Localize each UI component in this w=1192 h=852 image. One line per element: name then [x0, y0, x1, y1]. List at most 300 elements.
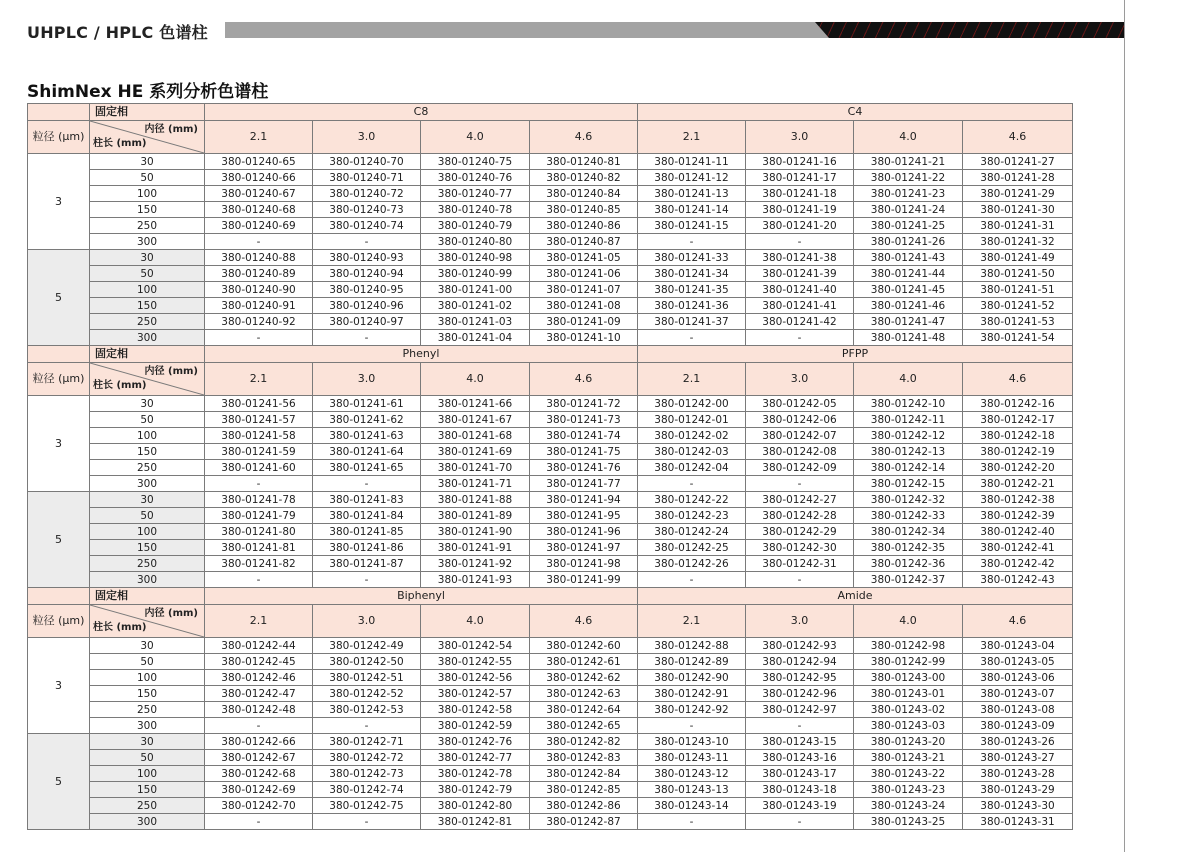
- part-number-cell: 380-01241-89: [421, 508, 530, 524]
- part-number-cell: 380-01242-16: [963, 396, 1073, 412]
- part-number-cell: 380-01241-34: [638, 266, 746, 282]
- part-number-cell: 380-01242-01: [638, 412, 746, 428]
- part-number-cell: 380-01242-73: [313, 766, 421, 782]
- diameter-header: 4.6: [963, 363, 1073, 396]
- part-number-cell: -: [746, 572, 854, 588]
- part-number-cell: 380-01241-71: [421, 476, 530, 492]
- part-number-cell: -: [205, 572, 313, 588]
- part-number-cell: 380-01240-72: [313, 186, 421, 202]
- table-row: [28, 234, 1073, 250]
- part-number-cell: 380-01243-14: [638, 798, 746, 814]
- column-length-cell: 300: [90, 476, 205, 492]
- diameter-header: 4.0: [854, 363, 963, 396]
- diameter-header-row: [28, 363, 1073, 396]
- part-number-cell: 380-01240-97: [313, 314, 421, 330]
- part-number-cell: 380-01241-11: [638, 154, 746, 170]
- phase-name: Biphenyl: [205, 588, 638, 605]
- diameter-header: 3.0: [746, 363, 854, 396]
- part-number-cell: 380-01242-04: [638, 460, 746, 476]
- diameter-header: 2.1: [205, 121, 313, 154]
- part-number-cell: 380-01242-96: [746, 686, 854, 702]
- part-number-cell: 380-01242-36: [854, 556, 963, 572]
- particle-size-cell: 5: [28, 734, 90, 830]
- part-number-cell: 380-01243-23: [854, 782, 963, 798]
- part-number-cell: 380-01242-21: [963, 476, 1073, 492]
- part-number-cell: 380-01242-05: [746, 396, 854, 412]
- part-number-cell: 380-01242-70: [205, 798, 313, 814]
- part-number-cell: 380-01241-58: [205, 428, 313, 444]
- part-number-cell: 380-01243-25: [854, 814, 963, 830]
- part-number-cell: 380-01241-26: [854, 234, 963, 250]
- stationary-phase-label: 固定相: [90, 104, 205, 121]
- part-number-cell: 380-01243-12: [638, 766, 746, 782]
- part-number-cell: 380-01242-25: [638, 540, 746, 556]
- part-number-cell: 380-01241-48: [854, 330, 963, 346]
- part-number-cell: 380-01241-91: [421, 540, 530, 556]
- table-row: [28, 556, 1073, 572]
- part-number-cell: 380-01241-43: [854, 250, 963, 266]
- part-number-cell: 380-01242-35: [854, 540, 963, 556]
- table-row: [28, 396, 1073, 412]
- part-number-cell: 380-01242-67: [205, 750, 313, 766]
- part-number-cell: 380-01242-28: [746, 508, 854, 524]
- part-number-cell: 380-01241-30: [963, 202, 1073, 218]
- part-number-cell: 380-01241-73: [530, 412, 638, 428]
- part-number-cell: 380-01242-17: [963, 412, 1073, 428]
- part-number-cell: 380-01243-10: [638, 734, 746, 750]
- part-number-cell: 380-01241-53: [963, 314, 1073, 330]
- part-number-cell: 380-01243-01: [854, 686, 963, 702]
- part-number-cell: 380-01241-60: [205, 460, 313, 476]
- part-number-cell: 380-01241-08: [530, 298, 638, 314]
- table-row: [28, 266, 1073, 282]
- part-number-cell: 380-01242-12: [854, 428, 963, 444]
- part-number-cell: -: [205, 718, 313, 734]
- column-length-cell: 30: [90, 154, 205, 170]
- part-number-cell: 380-01242-20: [963, 460, 1073, 476]
- part-number-cell: 380-01242-86: [530, 798, 638, 814]
- part-number-cell: 380-01242-52: [313, 686, 421, 702]
- part-number-cell: 380-01242-62: [530, 670, 638, 686]
- page-header: [27, 18, 1124, 42]
- part-number-cell: 380-01240-99: [421, 266, 530, 282]
- part-number-cell: 380-01243-02: [854, 702, 963, 718]
- part-number-cell: 380-01240-66: [205, 170, 313, 186]
- part-number-cell: 380-01243-18: [746, 782, 854, 798]
- table-row: [28, 298, 1073, 314]
- column-length-cell: 300: [90, 718, 205, 734]
- part-number-cell: 380-01241-37: [638, 314, 746, 330]
- part-number-cell: 380-01240-81: [530, 154, 638, 170]
- part-number-cell: 380-01241-94: [530, 492, 638, 508]
- part-number-cell: 380-01241-23: [854, 186, 963, 202]
- phase-header-row: [28, 588, 1073, 605]
- column-length-cell: 100: [90, 524, 205, 540]
- part-number-cell: 380-01243-31: [963, 814, 1073, 830]
- table-row: [28, 314, 1073, 330]
- part-number-cell: -: [313, 234, 421, 250]
- column-length-cell: 100: [90, 282, 205, 298]
- part-number-cell: 380-01241-07: [530, 282, 638, 298]
- part-number-cell: 380-01242-41: [963, 540, 1073, 556]
- part-number-cell: 380-01242-00: [638, 396, 746, 412]
- part-number-cell: 380-01242-84: [530, 766, 638, 782]
- part-number-cell: 380-01241-36: [638, 298, 746, 314]
- part-number-cell: 380-01242-51: [313, 670, 421, 686]
- diameter-header: 4.6: [963, 605, 1073, 638]
- particle-size-cell: 5: [28, 492, 90, 588]
- diameter-header: 4.0: [854, 605, 963, 638]
- part-number-cell: 380-01241-24: [854, 202, 963, 218]
- part-number-cell: 380-01242-32: [854, 492, 963, 508]
- part-number-cell: 380-01241-69: [421, 444, 530, 460]
- part-number-cell: -: [638, 814, 746, 830]
- column-length-label: 柱长 (mm): [93, 622, 147, 633]
- part-number-cell: 380-01241-77: [530, 476, 638, 492]
- part-number-cell: 380-01240-80: [421, 234, 530, 250]
- table-row: [28, 638, 1073, 654]
- part-number-cell: 380-01243-20: [854, 734, 963, 750]
- column-length-label: 柱长 (mm): [93, 380, 147, 391]
- diameter-header: 2.1: [205, 605, 313, 638]
- phase-name: C4: [638, 104, 1073, 121]
- table-row: [28, 814, 1073, 830]
- page-right-rule: [1124, 0, 1125, 852]
- part-number-cell: 380-01241-84: [313, 508, 421, 524]
- part-number-cell: 380-01242-29: [746, 524, 854, 540]
- table-row: [28, 782, 1073, 798]
- diagonal-header-cell: [90, 121, 205, 154]
- part-number-cell: -: [746, 718, 854, 734]
- part-number-cell: 380-01243-21: [854, 750, 963, 766]
- part-number-cell: 380-01242-68: [205, 766, 313, 782]
- diameter-header: 3.0: [313, 363, 421, 396]
- diameter-header: 4.0: [421, 121, 530, 154]
- part-number-cell: 380-01241-17: [746, 170, 854, 186]
- part-number-cell: 380-01241-79: [205, 508, 313, 524]
- column-length-cell: 50: [90, 170, 205, 186]
- part-number-cell: -: [638, 476, 746, 492]
- phase-header-row: [28, 104, 1073, 121]
- part-number-cell: 380-01242-37: [854, 572, 963, 588]
- diameter-header: 3.0: [746, 605, 854, 638]
- part-number-cell: 380-01243-00: [854, 670, 963, 686]
- table-row: [28, 798, 1073, 814]
- part-number-cell: 380-01242-13: [854, 444, 963, 460]
- part-number-cell: 380-01242-76: [421, 734, 530, 750]
- part-number-cell: 380-01241-06: [530, 266, 638, 282]
- part-number-cell: 380-01242-11: [854, 412, 963, 428]
- part-number-cell: 380-01243-06: [963, 670, 1073, 686]
- part-number-cell: 380-01243-27: [963, 750, 1073, 766]
- part-number-cell: 380-01241-70: [421, 460, 530, 476]
- part-number-cell: 380-01242-83: [530, 750, 638, 766]
- column-length-cell: 250: [90, 314, 205, 330]
- part-number-cell: 380-01240-68: [205, 202, 313, 218]
- table-row: [28, 282, 1073, 298]
- part-number-cell: 380-01242-31: [746, 556, 854, 572]
- part-number-cell: -: [746, 234, 854, 250]
- stationary-phase-label: 固定相: [90, 588, 205, 605]
- part-number-cell: 380-01240-85: [530, 202, 638, 218]
- part-number-cell: 380-01241-65: [313, 460, 421, 476]
- part-number-cell: 380-01241-86: [313, 540, 421, 556]
- part-number-cell: 380-01241-51: [963, 282, 1073, 298]
- part-number-cell: 380-01243-24: [854, 798, 963, 814]
- table-row: [28, 670, 1073, 686]
- part-number-cell: 380-01242-65: [530, 718, 638, 734]
- part-number-cell: 380-01242-61: [530, 654, 638, 670]
- part-number-cell: 380-01242-75: [313, 798, 421, 814]
- part-number-cell: 380-01242-15: [854, 476, 963, 492]
- phase-name: C8: [205, 104, 638, 121]
- part-number-cell: 380-01242-18: [963, 428, 1073, 444]
- part-number-cell: 380-01241-59: [205, 444, 313, 460]
- part-number-cell: 380-01242-69: [205, 782, 313, 798]
- part-number-cell: 380-01241-28: [963, 170, 1073, 186]
- part-number-cell: 380-01241-14: [638, 202, 746, 218]
- table-row: [28, 154, 1073, 170]
- column-length-cell: 250: [90, 556, 205, 572]
- table-row: [28, 250, 1073, 266]
- part-number-cell: 380-01240-89: [205, 266, 313, 282]
- part-number-cell: 380-01240-74: [313, 218, 421, 234]
- table-row: [28, 330, 1073, 346]
- part-number-cell: 380-01242-89: [638, 654, 746, 670]
- part-number-cell: 380-01243-19: [746, 798, 854, 814]
- diameter-header: 2.1: [205, 363, 313, 396]
- part-number-cell: 380-01242-03: [638, 444, 746, 460]
- part-number-cell: 380-01241-99: [530, 572, 638, 588]
- part-number-cell: 380-01242-74: [313, 782, 421, 798]
- part-number-cell: 380-01242-49: [313, 638, 421, 654]
- part-number-cell: 380-01243-17: [746, 766, 854, 782]
- part-number-cell: 380-01240-77: [421, 186, 530, 202]
- part-number-cell: 380-01241-44: [854, 266, 963, 282]
- column-length-cell: 100: [90, 670, 205, 686]
- part-number-cell: 380-01241-68: [421, 428, 530, 444]
- part-number-cell: 380-01241-96: [530, 524, 638, 540]
- diameter-header: 4.6: [963, 121, 1073, 154]
- column-length-cell: 30: [90, 492, 205, 508]
- column-length-cell: 50: [90, 654, 205, 670]
- part-number-cell: 380-01241-98: [530, 556, 638, 572]
- part-number-cell: 380-01242-46: [205, 670, 313, 686]
- part-number-cell: 380-01242-54: [421, 638, 530, 654]
- part-number-cell: 380-01240-91: [205, 298, 313, 314]
- part-number-cell: 380-01242-77: [421, 750, 530, 766]
- part-number-cell: 380-01242-33: [854, 508, 963, 524]
- column-length-cell: 300: [90, 234, 205, 250]
- diameter-header-row: [28, 605, 1073, 638]
- part-number-cell: -: [638, 572, 746, 588]
- part-number-cell: 380-01241-92: [421, 556, 530, 572]
- part-number-cell: 380-01242-40: [963, 524, 1073, 540]
- table-row: [28, 444, 1073, 460]
- part-number-cell: 380-01243-30: [963, 798, 1073, 814]
- part-number-cell: 380-01242-08: [746, 444, 854, 460]
- column-length-cell: 150: [90, 782, 205, 798]
- part-number-cell: 380-01242-53: [313, 702, 421, 718]
- part-number-cell: -: [313, 814, 421, 830]
- part-number-cell: 380-01243-09: [963, 718, 1073, 734]
- inner-diameter-label: 内径 (mm): [144, 608, 198, 619]
- part-number-cell: 380-01241-04: [421, 330, 530, 346]
- diameter-header: 4.0: [854, 121, 963, 154]
- part-number-cell: -: [205, 234, 313, 250]
- part-number-cell: 380-01242-98: [854, 638, 963, 654]
- column-length-cell: 150: [90, 444, 205, 460]
- part-number-cell: 380-01241-38: [746, 250, 854, 266]
- part-number-cell: 380-01243-16: [746, 750, 854, 766]
- part-number-cell: 380-01242-92: [638, 702, 746, 718]
- part-number-cell: 380-01242-60: [530, 638, 638, 654]
- part-number-cell: 380-01242-45: [205, 654, 313, 670]
- table-row: [28, 460, 1073, 476]
- table-row: [28, 428, 1073, 444]
- part-number-cell: -: [205, 330, 313, 346]
- particle-size-label: 粒径 (μm): [28, 605, 90, 638]
- part-number-cell: 380-01241-39: [746, 266, 854, 282]
- diagonal-header-cell: [90, 605, 205, 638]
- particle-size-label: 粒径 (μm): [28, 121, 90, 154]
- part-number-cell: 380-01241-32: [963, 234, 1073, 250]
- header-title: UHPLC / HPLC 色谱柱: [27, 23, 208, 42]
- part-number-cell: 380-01241-74: [530, 428, 638, 444]
- column-length-cell: 50: [90, 750, 205, 766]
- diameter-header: 4.0: [421, 363, 530, 396]
- part-number-cell: 380-01240-90: [205, 282, 313, 298]
- part-number-cell: 380-01243-03: [854, 718, 963, 734]
- part-number-cell: 380-01241-46: [854, 298, 963, 314]
- column-length-cell: 30: [90, 734, 205, 750]
- part-number-cell: 380-01241-10: [530, 330, 638, 346]
- part-number-cell: 380-01242-07: [746, 428, 854, 444]
- part-number-cell: 380-01241-41: [746, 298, 854, 314]
- column-length-cell: 100: [90, 186, 205, 202]
- part-number-cell: -: [746, 814, 854, 830]
- diameter-header: 4.6: [530, 363, 638, 396]
- part-number-cell: -: [746, 476, 854, 492]
- part-number-cell: 380-01243-04: [963, 638, 1073, 654]
- part-number-cell: 380-01242-85: [530, 782, 638, 798]
- part-number-cell: 380-01243-11: [638, 750, 746, 766]
- table-row: [28, 170, 1073, 186]
- part-number-cell: 380-01242-80: [421, 798, 530, 814]
- part-number-cell: 380-01243-13: [638, 782, 746, 798]
- part-number-cell: 380-01241-78: [205, 492, 313, 508]
- column-length-cell: 100: [90, 766, 205, 782]
- part-number-cell: -: [313, 572, 421, 588]
- part-number-cell: 380-01242-55: [421, 654, 530, 670]
- part-number-cell: 380-01241-00: [421, 282, 530, 298]
- diameter-header: 3.0: [746, 121, 854, 154]
- part-number-cell: 380-01242-81: [421, 814, 530, 830]
- diameter-header: 3.0: [313, 605, 421, 638]
- part-number-cell: -: [313, 476, 421, 492]
- part-number-cell: 380-01240-79: [421, 218, 530, 234]
- part-number-cell: 380-01243-15: [746, 734, 854, 750]
- part-number-cell: 380-01242-56: [421, 670, 530, 686]
- part-number-cell: 380-01240-94: [313, 266, 421, 282]
- diameter-header: 2.1: [638, 605, 746, 638]
- part-number-cell: 380-01241-66: [421, 396, 530, 412]
- particle-size-cell: 5: [28, 250, 90, 346]
- part-number-cell: 380-01242-27: [746, 492, 854, 508]
- diameter-header: 4.6: [530, 605, 638, 638]
- part-number-cell: 380-01242-79: [421, 782, 530, 798]
- table-row: [28, 476, 1073, 492]
- part-number-cell: 380-01241-03: [421, 314, 530, 330]
- part-number-cell: 380-01241-20: [746, 218, 854, 234]
- part-number-cell: 380-01240-67: [205, 186, 313, 202]
- diameter-header: 2.1: [638, 121, 746, 154]
- phase-name: Phenyl: [205, 346, 638, 363]
- part-number-cell: 380-01242-50: [313, 654, 421, 670]
- part-number-cell: 380-01242-66: [205, 734, 313, 750]
- part-number-cell: -: [638, 718, 746, 734]
- part-number-cell: 380-01241-62: [313, 412, 421, 428]
- part-number-cell: 380-01241-63: [313, 428, 421, 444]
- part-number-cell: 380-01242-38: [963, 492, 1073, 508]
- part-number-cell: 380-01241-12: [638, 170, 746, 186]
- column-length-cell: 50: [90, 412, 205, 428]
- header-striped-band: [815, 22, 1124, 38]
- table-row: [28, 654, 1073, 670]
- part-number-cell: 380-01241-15: [638, 218, 746, 234]
- table-row: [28, 572, 1073, 588]
- table-row: [28, 508, 1073, 524]
- part-number-cell: 380-01240-86: [530, 218, 638, 234]
- column-length-cell: 300: [90, 814, 205, 830]
- part-number-cell: 380-01241-80: [205, 524, 313, 540]
- part-number-cell: 380-01242-22: [638, 492, 746, 508]
- part-number-cell: 380-01241-72: [530, 396, 638, 412]
- part-number-cell: 380-01243-08: [963, 702, 1073, 718]
- table-row: [28, 686, 1073, 702]
- part-number-cell: 380-01241-09: [530, 314, 638, 330]
- particle-size-cell: 3: [28, 396, 90, 492]
- particle-size-label: 粒径 (μm): [28, 363, 90, 396]
- part-number-cell: 380-01241-21: [854, 154, 963, 170]
- part-number-cell: 380-01241-57: [205, 412, 313, 428]
- column-length-cell: 150: [90, 686, 205, 702]
- column-length-cell: 250: [90, 702, 205, 718]
- column-spec-table: [27, 103, 1073, 830]
- part-number-cell: 380-01242-19: [963, 444, 1073, 460]
- part-number-cell: 380-01241-05: [530, 250, 638, 266]
- part-number-cell: 380-01241-81: [205, 540, 313, 556]
- column-length-cell: 100: [90, 428, 205, 444]
- part-number-cell: -: [205, 476, 313, 492]
- part-number-cell: 380-01241-75: [530, 444, 638, 460]
- part-number-cell: 380-01243-26: [963, 734, 1073, 750]
- part-number-cell: 380-01240-96: [313, 298, 421, 314]
- table-row: [28, 202, 1073, 218]
- inner-diameter-label: 内径 (mm): [144, 366, 198, 377]
- phase-header-blank: [28, 346, 90, 363]
- part-number-cell: 380-01242-30: [746, 540, 854, 556]
- part-number-cell: -: [638, 234, 746, 250]
- diameter-header: 4.6: [530, 121, 638, 154]
- part-number-cell: 380-01242-44: [205, 638, 313, 654]
- part-number-cell: 380-01241-82: [205, 556, 313, 572]
- part-number-cell: 380-01241-76: [530, 460, 638, 476]
- part-number-cell: 380-01241-27: [963, 154, 1073, 170]
- part-number-cell: 380-01242-26: [638, 556, 746, 572]
- part-number-cell: 380-01241-52: [963, 298, 1073, 314]
- part-number-cell: 380-01240-76: [421, 170, 530, 186]
